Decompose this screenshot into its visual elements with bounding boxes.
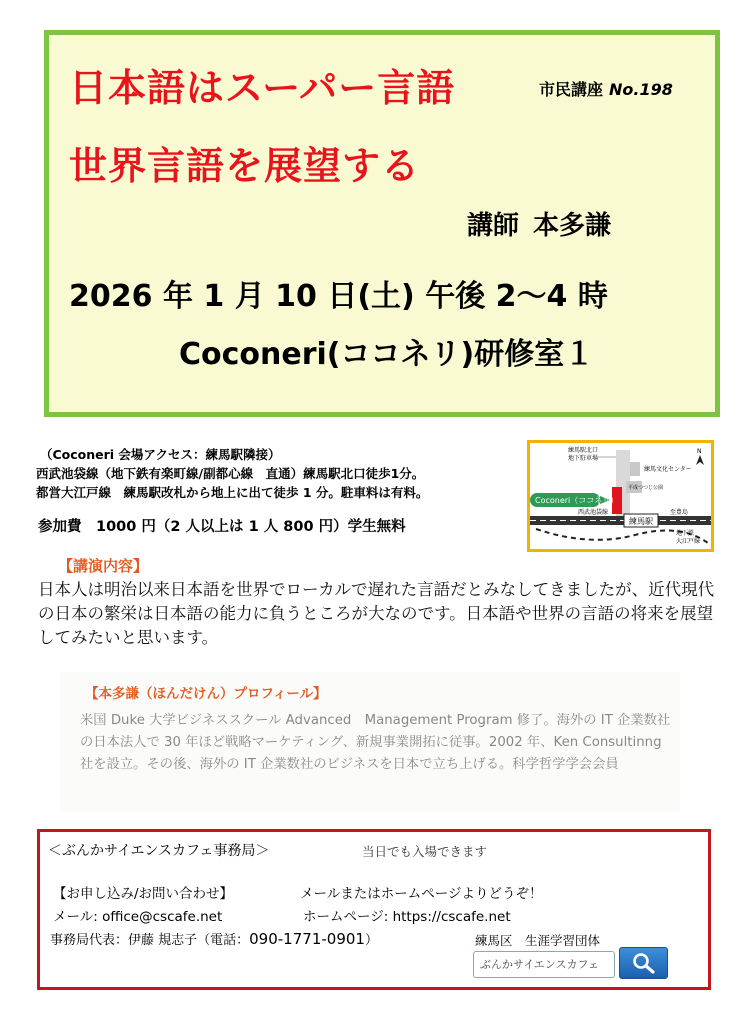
map-label-station: 練馬駅 — [629, 517, 653, 526]
profile-heading: 【本多謙（ほんだけん）プロフィール】 — [85, 686, 327, 702]
search-button[interactable] — [619, 947, 668, 979]
map-label-seibu: 西武池袋線 — [578, 509, 609, 516]
lecturer-name: 本多謙 — [533, 211, 612, 241]
map-graphic — [530, 443, 711, 549]
map-label-kita: 練馬駅北口 — [568, 447, 599, 454]
magnifier-icon — [631, 951, 657, 975]
rep-phone: 090-1771-0901 — [249, 930, 365, 948]
search-input[interactable] — [473, 951, 615, 978]
content-body: 日本人は明治以来日本語を世界でローカルで遅れた言語だとみなしてきましたが、近代現代の日本の繁栄は日本語の能力に負うところが大なのです。日本語や世界の言語の将来を展望してみたいと思います。 — [38, 580, 715, 647]
contact-note: メールまたはホームページよりどうぞ！ — [300, 886, 543, 902]
homepage-link[interactable]: ホームページ: https://cscafe.net — [303, 909, 511, 925]
title-line1: 日本語はスーパー言語 — [69, 66, 456, 110]
access-line-seibu: 西武池袋線（地下鉄有楽町線/副都心線 直通）練馬駅北口徒歩1分。 — [36, 466, 425, 481]
lecturer — [467, 205, 611, 242]
lecturer-label: 講師 — [467, 211, 520, 241]
access-heading: （Coconeri 会場アクセス：練馬駅隣接） — [40, 447, 281, 462]
contact-label: 【お申し込み/お問い合わせ】 — [53, 886, 234, 902]
participation-fee: 参加費 1000 円（2 人以上は 1 人 800 円）学生無料 — [38, 519, 406, 535]
map-label-bunka: 練馬文化センター — [644, 466, 692, 473]
header-box — [44, 30, 720, 417]
organization-label: 練馬区 生涯学習団体 — [475, 933, 601, 948]
series-number: No.198 — [609, 80, 673, 99]
map-label-toshimaen: 至豊島 — [670, 509, 689, 516]
event-datetime: 2026 年 1 月 10 日(土) 午後 2～4 時 — [69, 279, 608, 314]
access-map — [527, 440, 714, 552]
map-label-north: N — [697, 448, 702, 455]
profile-body: 米国 Duke 大学ビジネススクール Advanced Management Program 修了。海外の IT 企業数社の日本法人で 30 年ほど戦略マーケティング、新規事業開拓に従事。2002 年、Ken Consultinng 社を設立。その後、海外の IT 企業数社のビジネスを日本で立ち上げる。科学哲学学会会員 — [80, 713, 671, 772]
map-label-coconeri: Coconeri（ココネリ） — [535, 496, 619, 505]
rep-suffix: ） — [364, 933, 378, 948]
series-label — [539, 77, 673, 100]
series-name: 市民講座 — [539, 80, 604, 99]
map-label-parking: 地下駐車場 — [568, 455, 599, 462]
mail-address[interactable]: メール: office@cscafe.net — [53, 909, 223, 925]
office-name: ＜ぶんかサイエンスカフェ事務局＞ — [48, 843, 270, 859]
map-building-bunka — [630, 462, 640, 476]
event-venue: Coconeri(ココネリ)研修室１ — [179, 337, 595, 372]
title-line2: 世界言語を展望する — [69, 144, 421, 188]
access-info — [36, 445, 428, 502]
map-label-park: 平成つつじ公園 — [628, 485, 664, 491]
access-line-oedo: 都営大江戸線 練馬駅改札から地上に出て徒歩 1 分。駐車料は有料。 — [36, 485, 429, 500]
office-representative — [50, 929, 378, 948]
content-heading: 【講演内容】 — [58, 557, 149, 575]
map-label-oedo: 大江戸線 — [676, 538, 701, 545]
map-label-chikatetsu: 地下鉄 — [676, 530, 695, 537]
office-note: 当日でも入場できます — [362, 844, 488, 859]
rep-prefix: 事務局代表：伊藤 規志子（電話： — [50, 933, 250, 948]
